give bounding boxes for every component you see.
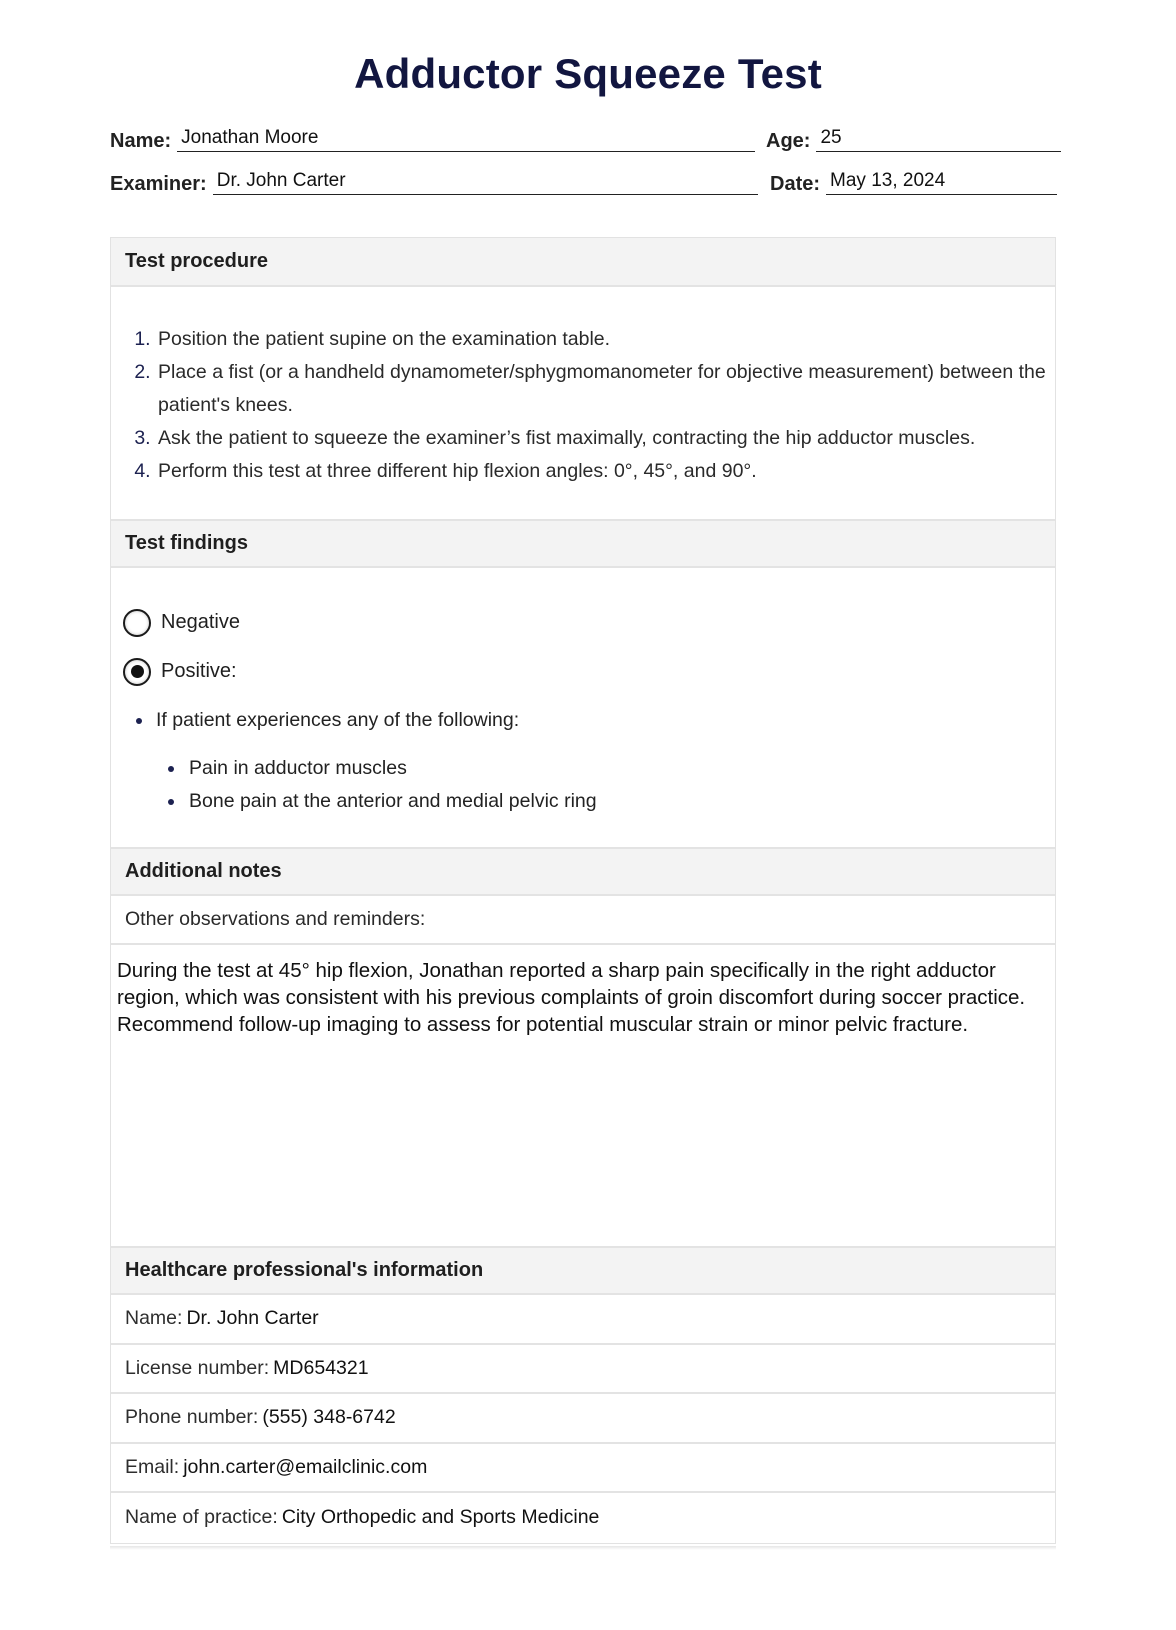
license-number-value: MD654321 (273, 1356, 369, 1379)
date-value: May 13, 2024 (830, 170, 946, 191)
patient-name-value: Jonathan Moore (181, 127, 319, 148)
procedure-step: 1. Position the patient supine on the examination table. (156, 323, 1055, 356)
date-input[interactable] (826, 166, 1057, 195)
procedure-body (111, 287, 1055, 519)
page-title: Adductor Squeeze Test (354, 50, 822, 97)
section-header-notes: Additional notes (111, 847, 1055, 896)
radio-dot (131, 665, 144, 678)
patient-name-label: Name: (110, 130, 172, 152)
radio-unchecked-icon[interactable] (123, 609, 151, 637)
criteria-item (111, 785, 1055, 818)
procedure-steps (111, 323, 1055, 488)
phone-number-label: Phone number: (125, 1406, 259, 1429)
patient-age-field (766, 122, 1061, 152)
bullet-icon (136, 718, 142, 724)
practice-name-value: City Orthopedic and Sports Medicine (281, 1506, 600, 1529)
notes-textarea[interactable]: During the test at 45° hip flexion, Jonathan reported a sharp pain specifically in the right adductor region, which was consistent with his previous complaints of groin discomfort during soccer practice. Recommend follow-up imaging to assess for potential muscular strain or minor pelvic fracture. (117, 959, 1026, 1036)
email-value: john.carter@emailclinic.com (183, 1455, 428, 1478)
procedure-step: 4. Perform this test at three different hip flexion angles: 0°, 45°, and 90°. (156, 455, 1055, 488)
phone-number-row[interactable] (111, 1394, 1055, 1444)
criteria-list (111, 706, 1055, 734)
patient-age-value: 25 (820, 127, 842, 148)
criteria-sublist (111, 752, 1055, 818)
form-shadow (110, 1546, 1056, 1550)
practice-name-row[interactable] (111, 1493, 1055, 1543)
procedure-step: 2. Place a fist (or a handheld dynamometer/sphygmomanometer for objective measurement) between the patient's knees. (156, 356, 1055, 422)
criteria-item (111, 752, 1055, 785)
notes-prompt: Other observations and reminders: (111, 896, 1055, 945)
criteria-item-text: Bone pain at the anterior and medial pelvic ring (189, 790, 597, 812)
procedure-step: 3. Ask the patient to squeeze the examiner’s fist maximally, contracting the hip adductor muscles. (156, 422, 1055, 455)
section-header-professional: Healthcare professional's information (111, 1246, 1055, 1295)
date-field (770, 165, 1057, 195)
patient-name-field (110, 122, 755, 152)
examiner-input[interactable] (213, 166, 758, 195)
examiner-label: Examiner: (110, 173, 207, 195)
section-header-procedure: Test procedure (111, 238, 1055, 287)
examiner-field (110, 165, 758, 195)
radio-positive[interactable] (111, 647, 1055, 696)
patient-age-label: Age: (766, 130, 811, 152)
criteria-item-text: Pain in adductor muscles (189, 757, 407, 779)
findings-body (111, 568, 1055, 847)
radio-checked-icon[interactable] (123, 658, 151, 686)
bullet-icon (168, 766, 174, 772)
email-row[interactable] (111, 1444, 1055, 1494)
form-body (110, 237, 1056, 1544)
date-label: Date: (770, 173, 821, 195)
criteria-intro (111, 706, 1055, 734)
criteria-intro-text: If patient experiences any of the following: (156, 709, 520, 731)
patient-age-input[interactable] (816, 123, 1061, 152)
license-number-row[interactable] (111, 1345, 1055, 1395)
patient-name-input[interactable] (177, 123, 755, 152)
professional-name-value: Dr. John Carter (186, 1307, 319, 1330)
radio-negative[interactable] (111, 598, 1055, 647)
professional-name-row[interactable] (111, 1295, 1055, 1345)
phone-number-value: (555) 348-6742 (262, 1406, 396, 1429)
practice-name-label: Name of practice: (125, 1506, 278, 1529)
examiner-value: Dr. John Carter (216, 170, 346, 191)
email-label: Email: (125, 1455, 180, 1478)
section-header-findings: Test findings (111, 519, 1055, 568)
license-number-label: License number: (125, 1356, 270, 1379)
radio-positive-label: Positive: (161, 660, 237, 682)
radio-negative-label: Negative (161, 611, 240, 633)
professional-name-label: Name: (125, 1307, 183, 1330)
bullet-icon (168, 799, 174, 805)
